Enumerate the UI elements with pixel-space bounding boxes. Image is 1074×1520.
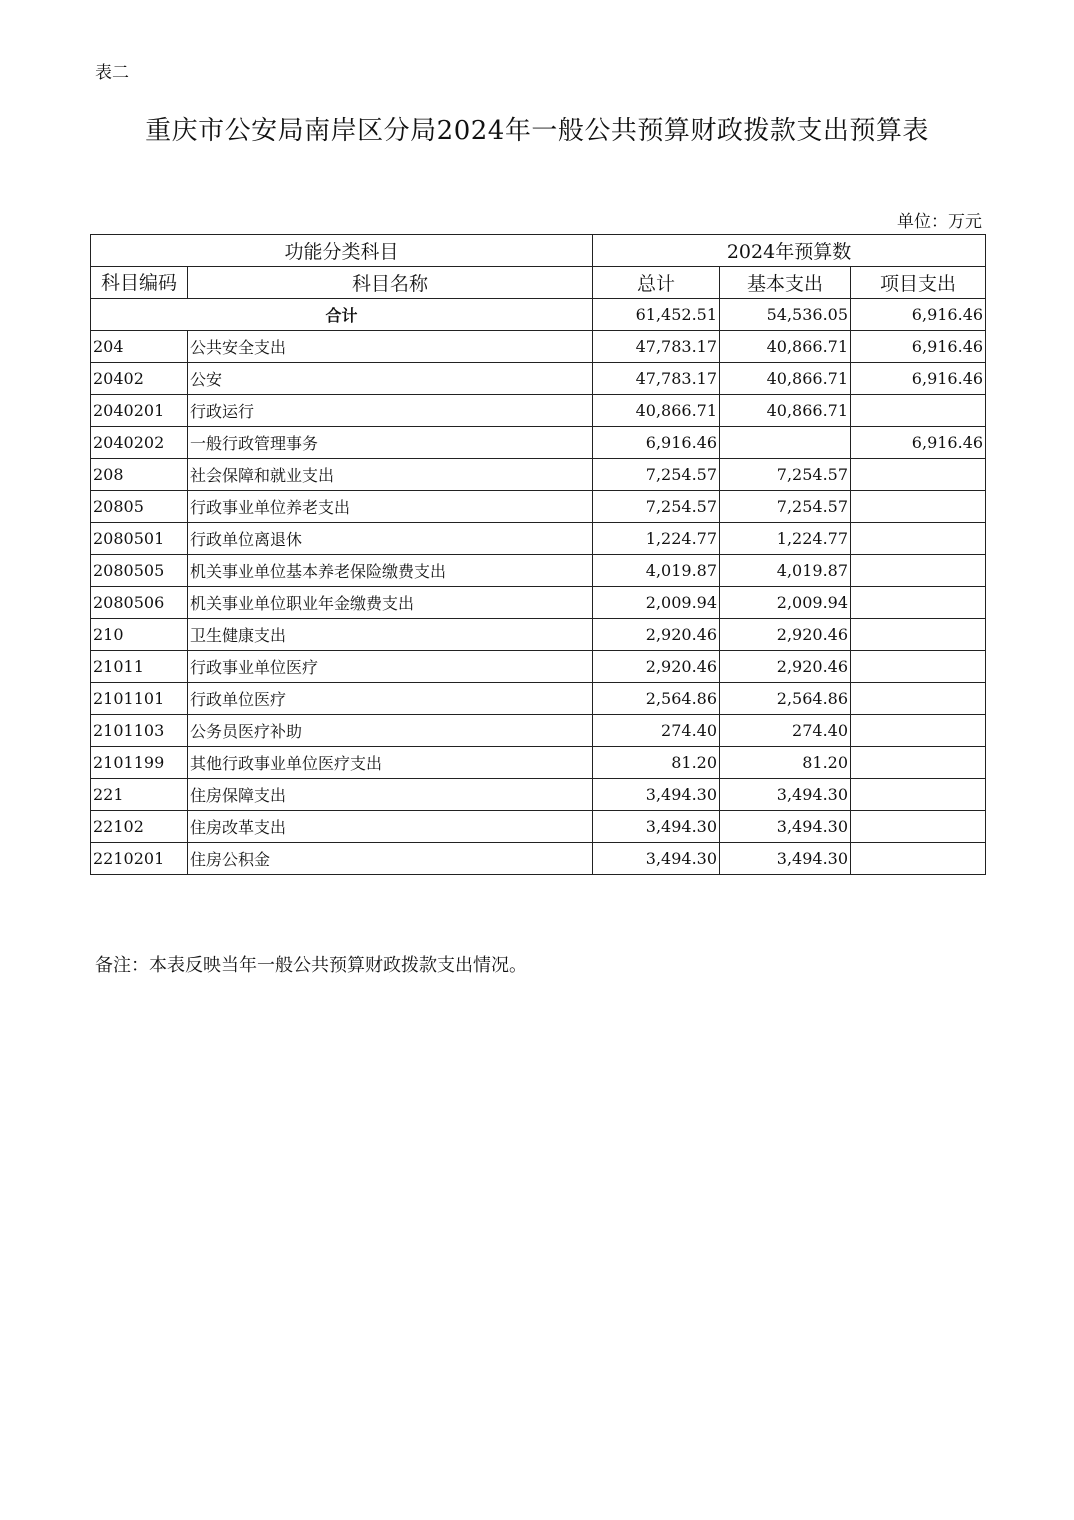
row-total: 4,019.87 [593, 555, 720, 587]
table-row [91, 715, 986, 747]
row-total: 3,494.30 [593, 843, 720, 875]
row-project [851, 811, 986, 843]
page-title: 重庆市公安局南岸区分局2024年一般公共预算财政拨款支出预算表 [145, 116, 929, 146]
total-label: 合计 [91, 299, 593, 331]
header-total: 总计 [593, 267, 720, 299]
row-basic: 2,920.46 [720, 619, 851, 651]
header-column-row [91, 267, 986, 299]
row-basic: 40,866.71 [720, 331, 851, 363]
total-amount: 61,452.51 [593, 299, 720, 331]
table-row [91, 843, 986, 875]
table-number-label: 表二 [95, 63, 129, 83]
row-basic: 2,920.46 [720, 651, 851, 683]
row-name: 社会保障和就业支出 [188, 459, 593, 491]
table-row [91, 779, 986, 811]
row-basic: 2,009.94 [720, 587, 851, 619]
total-basic: 54,536.05 [720, 299, 851, 331]
table-row [91, 811, 986, 843]
row-total: 47,783.17 [593, 363, 720, 395]
header-function-category: 功能分类科目 [91, 235, 593, 267]
row-code: 2080501 [91, 523, 188, 555]
row-name: 一般行政管理事务 [188, 427, 593, 459]
row-total: 6,916.46 [593, 427, 720, 459]
header-group-row [91, 235, 986, 267]
row-total: 47,783.17 [593, 331, 720, 363]
row-name: 公共安全支出 [188, 331, 593, 363]
row-name: 住房公积金 [188, 843, 593, 875]
row-basic: 81.20 [720, 747, 851, 779]
row-total: 2,564.86 [593, 683, 720, 715]
row-name: 行政单位医疗 [188, 683, 593, 715]
total-project: 6,916.46 [851, 299, 986, 331]
row-code: 2101199 [91, 747, 188, 779]
row-name: 卫生健康支出 [188, 619, 593, 651]
row-total: 3,494.30 [593, 779, 720, 811]
header-budget-2024: 2024年预算数 [593, 235, 986, 267]
row-total: 2,009.94 [593, 587, 720, 619]
row-basic: 3,494.30 [720, 779, 851, 811]
row-total: 274.40 [593, 715, 720, 747]
table-row [91, 331, 986, 363]
row-total: 2,920.46 [593, 651, 720, 683]
row-name: 公务员医疗补助 [188, 715, 593, 747]
table-row [91, 651, 986, 683]
row-basic: 3,494.30 [720, 811, 851, 843]
row-code: 21011 [91, 651, 188, 683]
row-name: 住房保障支出 [188, 779, 593, 811]
row-name: 行政事业单位养老支出 [188, 491, 593, 523]
row-project [851, 747, 986, 779]
table-row [91, 747, 986, 779]
header-basic: 基本支出 [720, 267, 851, 299]
row-project: 6,916.46 [851, 427, 986, 459]
table-row [91, 523, 986, 555]
row-name: 公安 [188, 363, 593, 395]
footnote: 备注：本表反映当年一般公共预算财政拨款支出情况。 [95, 955, 527, 976]
row-total: 2,920.46 [593, 619, 720, 651]
unit-label: 单位：万元 [897, 212, 982, 232]
row-basic: 7,254.57 [720, 459, 851, 491]
table-row [91, 395, 986, 427]
row-basic: 40,866.71 [720, 395, 851, 427]
row-project: 6,916.46 [851, 363, 986, 395]
row-code: 221 [91, 779, 188, 811]
row-total: 3,494.30 [593, 811, 720, 843]
row-code: 2101103 [91, 715, 188, 747]
row-project [851, 523, 986, 555]
table-row [91, 363, 986, 395]
row-total: 7,254.57 [593, 491, 720, 523]
row-project [851, 587, 986, 619]
row-basic [720, 427, 851, 459]
row-basic: 4,019.87 [720, 555, 851, 587]
row-name: 行政运行 [188, 395, 593, 427]
table-row [91, 427, 986, 459]
table-row [91, 555, 986, 587]
table-row [91, 459, 986, 491]
header-name: 科目名称 [188, 267, 593, 299]
row-code: 2040202 [91, 427, 188, 459]
row-project [851, 395, 986, 427]
row-name: 机关事业单位职业年金缴费支出 [188, 587, 593, 619]
row-code: 210 [91, 619, 188, 651]
row-name: 其他行政事业单位医疗支出 [188, 747, 593, 779]
row-project [851, 619, 986, 651]
row-basic: 2,564.86 [720, 683, 851, 715]
row-code: 204 [91, 331, 188, 363]
total-row [91, 299, 986, 331]
row-project [851, 683, 986, 715]
row-basic: 3,494.30 [720, 843, 851, 875]
header-project: 项目支出 [851, 267, 986, 299]
row-code: 208 [91, 459, 188, 491]
row-project [851, 715, 986, 747]
row-total: 1,224.77 [593, 523, 720, 555]
table-row [91, 587, 986, 619]
row-project [851, 491, 986, 523]
row-name: 住房改革支出 [188, 811, 593, 843]
row-code: 2210201 [91, 843, 188, 875]
row-code: 2101101 [91, 683, 188, 715]
row-name: 行政事业单位医疗 [188, 651, 593, 683]
row-project [851, 651, 986, 683]
row-project [851, 459, 986, 491]
row-code: 2080505 [91, 555, 188, 587]
row-code: 2040201 [91, 395, 188, 427]
table-row [91, 683, 986, 715]
row-basic: 7,254.57 [720, 491, 851, 523]
row-project: 6,916.46 [851, 331, 986, 363]
row-total: 81.20 [593, 747, 720, 779]
row-code: 20805 [91, 491, 188, 523]
header-code: 科目编码 [91, 267, 188, 299]
row-project [851, 555, 986, 587]
row-code: 20402 [91, 363, 188, 395]
row-total: 40,866.71 [593, 395, 720, 427]
table-row [91, 491, 986, 523]
row-name: 行政单位离退休 [188, 523, 593, 555]
row-basic: 40,866.71 [720, 363, 851, 395]
row-code: 2080506 [91, 587, 188, 619]
table-row [91, 619, 986, 651]
budget-table [90, 234, 986, 875]
row-code: 22102 [91, 811, 188, 843]
row-name: 机关事业单位基本养老保险缴费支出 [188, 555, 593, 587]
row-project [851, 843, 986, 875]
row-basic: 274.40 [720, 715, 851, 747]
row-total: 7,254.57 [593, 459, 720, 491]
row-basic: 1,224.77 [720, 523, 851, 555]
row-project [851, 779, 986, 811]
